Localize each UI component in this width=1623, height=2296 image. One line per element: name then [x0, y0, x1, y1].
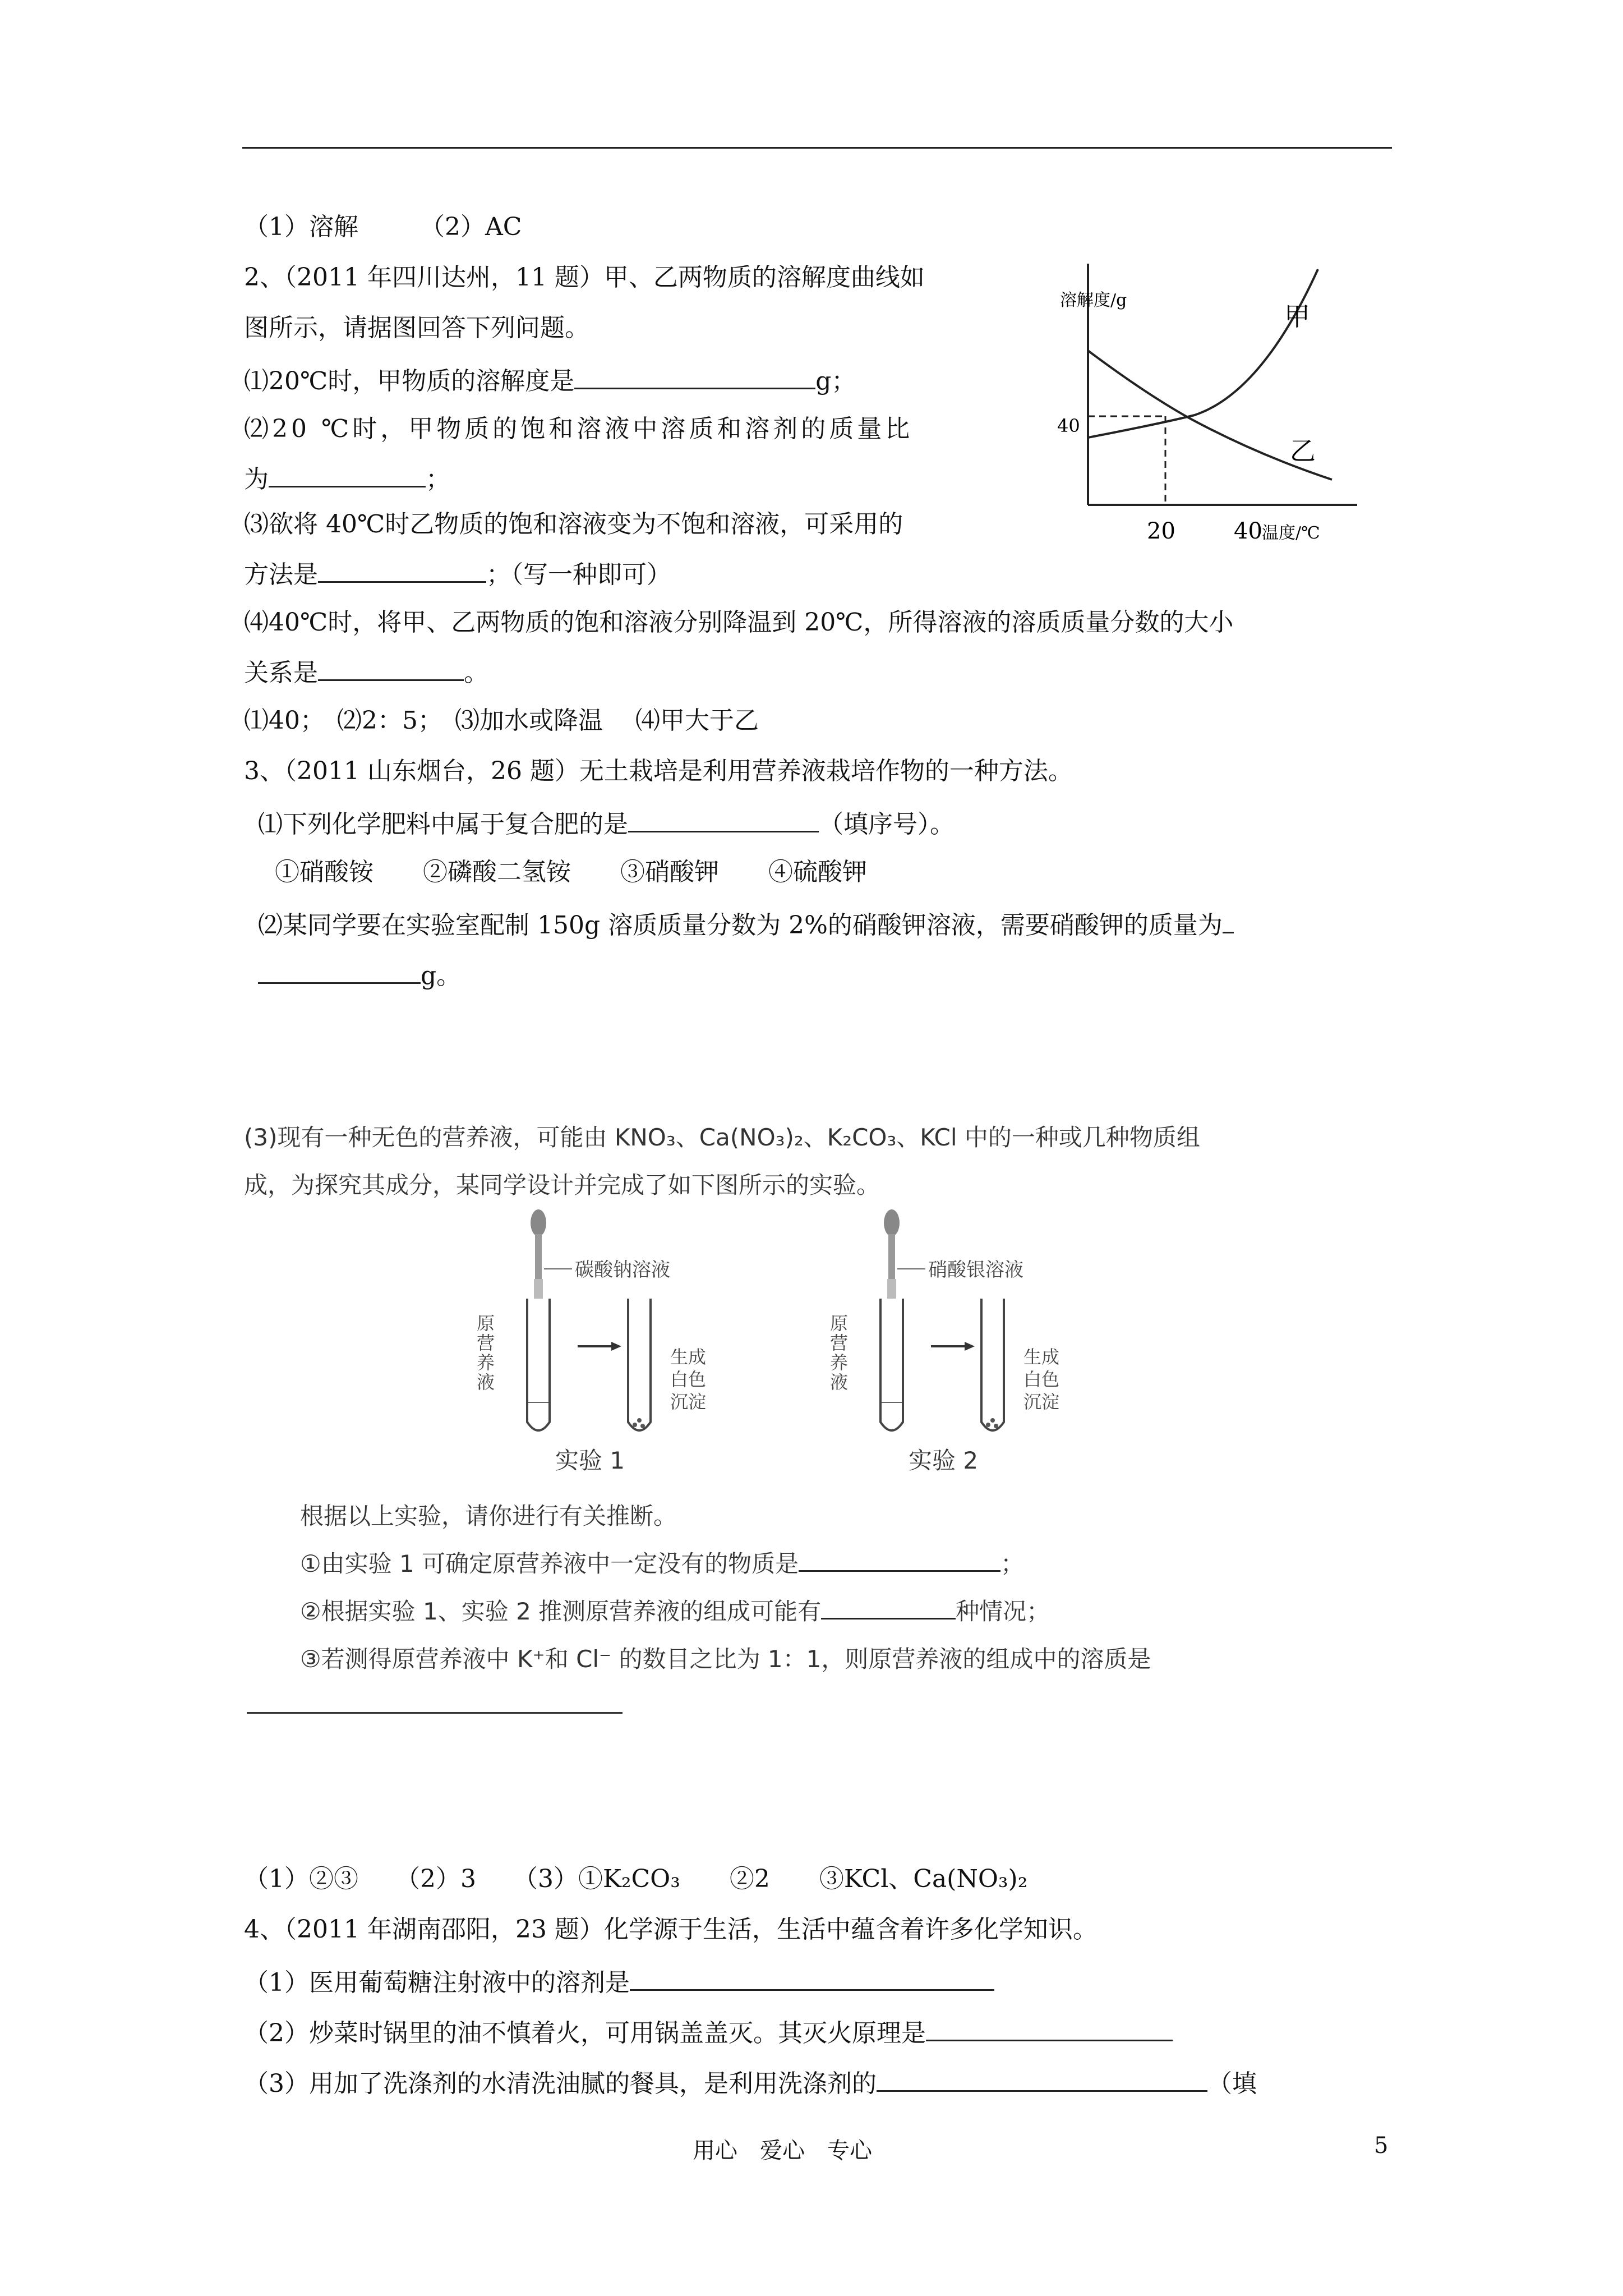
test-tube-2b	[981, 1299, 1004, 1430]
result-2a: 生成	[1023, 1346, 1060, 1368]
result-1a: 生成	[670, 1346, 707, 1368]
x-tick-20: 20	[1147, 518, 1175, 544]
answer-q3: （1）②③ （2）3 （3）①K₂CO₃ ②2 ③KCl、Ca(NO₃)₂	[244, 1865, 1028, 1893]
solubility-graph	[1021, 247, 1368, 561]
dropper-1	[531, 1209, 546, 1299]
q3-part1: ⑴下列化学肥料中属于复合肥的是 （填序号）。	[258, 805, 955, 841]
q3-part2-b: g。	[258, 956, 461, 993]
q2-part4-a: ⑷40℃时，将甲、乙两物质的饱和溶液分别降温到 20℃，所得溶液的溶质质量分数的大小	[244, 608, 1234, 637]
exp1-label: 实验 1	[555, 1447, 625, 1474]
exp2-label: 实验 2	[909, 1447, 979, 1474]
x-axis-label: 温度/℃	[1262, 523, 1320, 543]
test-tube-1b	[628, 1299, 651, 1430]
orig-label-1a: 原	[477, 1313, 495, 1334]
result-1b: 白色	[670, 1369, 707, 1390]
q2-title-2: 图所示，请据图回答下列问题。	[244, 314, 589, 342]
orig-label-1d: 液	[477, 1372, 495, 1393]
orig-label-2b: 营	[830, 1332, 849, 1354]
q3-title: 3、（2011 山东烟台，26 题）无土栽培是利用营养液栽培作物的一种方法。	[244, 757, 1073, 785]
q4-part3: （3）用加了洗涤剂的水清洗油腻的餐具，是利用洗涤剂的 （填	[244, 2064, 1257, 2101]
result-2b: 白色	[1023, 1369, 1060, 1390]
header-rule	[242, 147, 1392, 149]
q2-part2-b: 为 ；	[244, 460, 450, 496]
q3-infer: 根据以上实验，请你进行有关推断。	[300, 1502, 677, 1530]
q3-infer-2: ②根据实验 1、实验 2 推测原营养液的组成可能有 种情况；	[300, 1593, 1050, 1627]
orig-label-1b: 营	[477, 1332, 495, 1354]
x-tick-40: 40	[1234, 518, 1262, 544]
orig-label-2c: 养	[830, 1352, 849, 1373]
orig-label-2a: 原	[830, 1313, 849, 1334]
reagent-1: 碳酸钠溶液	[575, 1259, 670, 1281]
q3-part2-a: ⑵某同学要在实验室配制 150g 溶质质量分数为 2%的硝酸钾溶液，需要硝酸钾的质量为	[258, 906, 1234, 942]
page-number: 5	[1374, 2133, 1389, 2159]
y-tick-40: 40	[1057, 415, 1080, 436]
dropper-2	[884, 1209, 900, 1299]
test-tube-1a	[527, 1299, 550, 1430]
orig-label-2d: 液	[830, 1372, 849, 1393]
q2-part1: ⑴20℃时，甲物质的溶解度是 g；	[244, 362, 856, 398]
q3-infer-1: ①由实验 1 可确定原营养液中一定没有的物质是 ；	[300, 1545, 1024, 1579]
reagent-2: 硝酸银溶液	[928, 1259, 1023, 1281]
label-jia: 甲	[1284, 301, 1310, 332]
q2-part3-a: ⑶欲将 40℃时乙物质的饱和溶液变为不饱和溶液，可采用的	[244, 510, 903, 539]
orig-label-1c: 养	[477, 1352, 495, 1373]
q2-part2-a: ⑵20 ℃时，甲物质的饱和溶液中溶质和溶剂的质量比	[244, 415, 914, 443]
q4-title: 4、（2011 年湖南邵阳，23 题）化学源于生活，生活中蕴含着许多化学知识。	[244, 1915, 1098, 1944]
q2-title-1: 2、（2011 年四川达州，11 题）甲、乙两物质的溶解度曲线如	[244, 263, 925, 292]
y-axis-label: 溶解度/g	[1060, 291, 1127, 310]
q4-part2: （2）炒菜时锅里的油不慎着火，可用锅盖盖灭。其灭火原理是	[244, 2014, 1173, 2050]
q3-infer-3-blank	[247, 1712, 623, 1714]
answer-q1: （1）溶解 （2）AC	[244, 213, 522, 241]
label-yi: 乙	[1290, 436, 1316, 466]
test-tube-2a	[880, 1299, 903, 1430]
footer-slogan: 用心 爱心 专心	[693, 2138, 872, 2164]
answer-q2: ⑴40； ⑵2：5； ⑶加水或降温 ⑷甲大于乙	[244, 706, 759, 735]
q3-part3-b: 成，为探究其成分，某同学设计并完成了如下图所示的实验。	[244, 1171, 880, 1199]
q2-part3-b: 方法是 ；（写一种即可）	[244, 555, 671, 592]
experiment-diagram	[460, 1200, 1155, 1481]
q4-part1: （1）医用葡萄糖注射液中的溶剂是	[244, 1963, 994, 2000]
q3-infer-3: ③若测得原营养液中 K⁺和 Cl⁻ 的数目之比为 1：1，则原营养液的组成中的溶质是	[300, 1645, 1151, 1673]
q3-options: ①硝酸铵 ②磷酸二氢铵 ③硝酸钾 ④硫酸钾	[275, 858, 867, 886]
result-1c: 沉淀	[670, 1391, 707, 1412]
result-2c: 沉淀	[1023, 1391, 1060, 1412]
q3-part3-a: (3)现有一种无色的营养液，可能由 KNO₃、Ca(NO₃)₂、K₂CO₃、KCl 中的一种或几种物质组	[244, 1124, 1200, 1151]
q2-part4-b: 关系是 。	[244, 654, 488, 690]
